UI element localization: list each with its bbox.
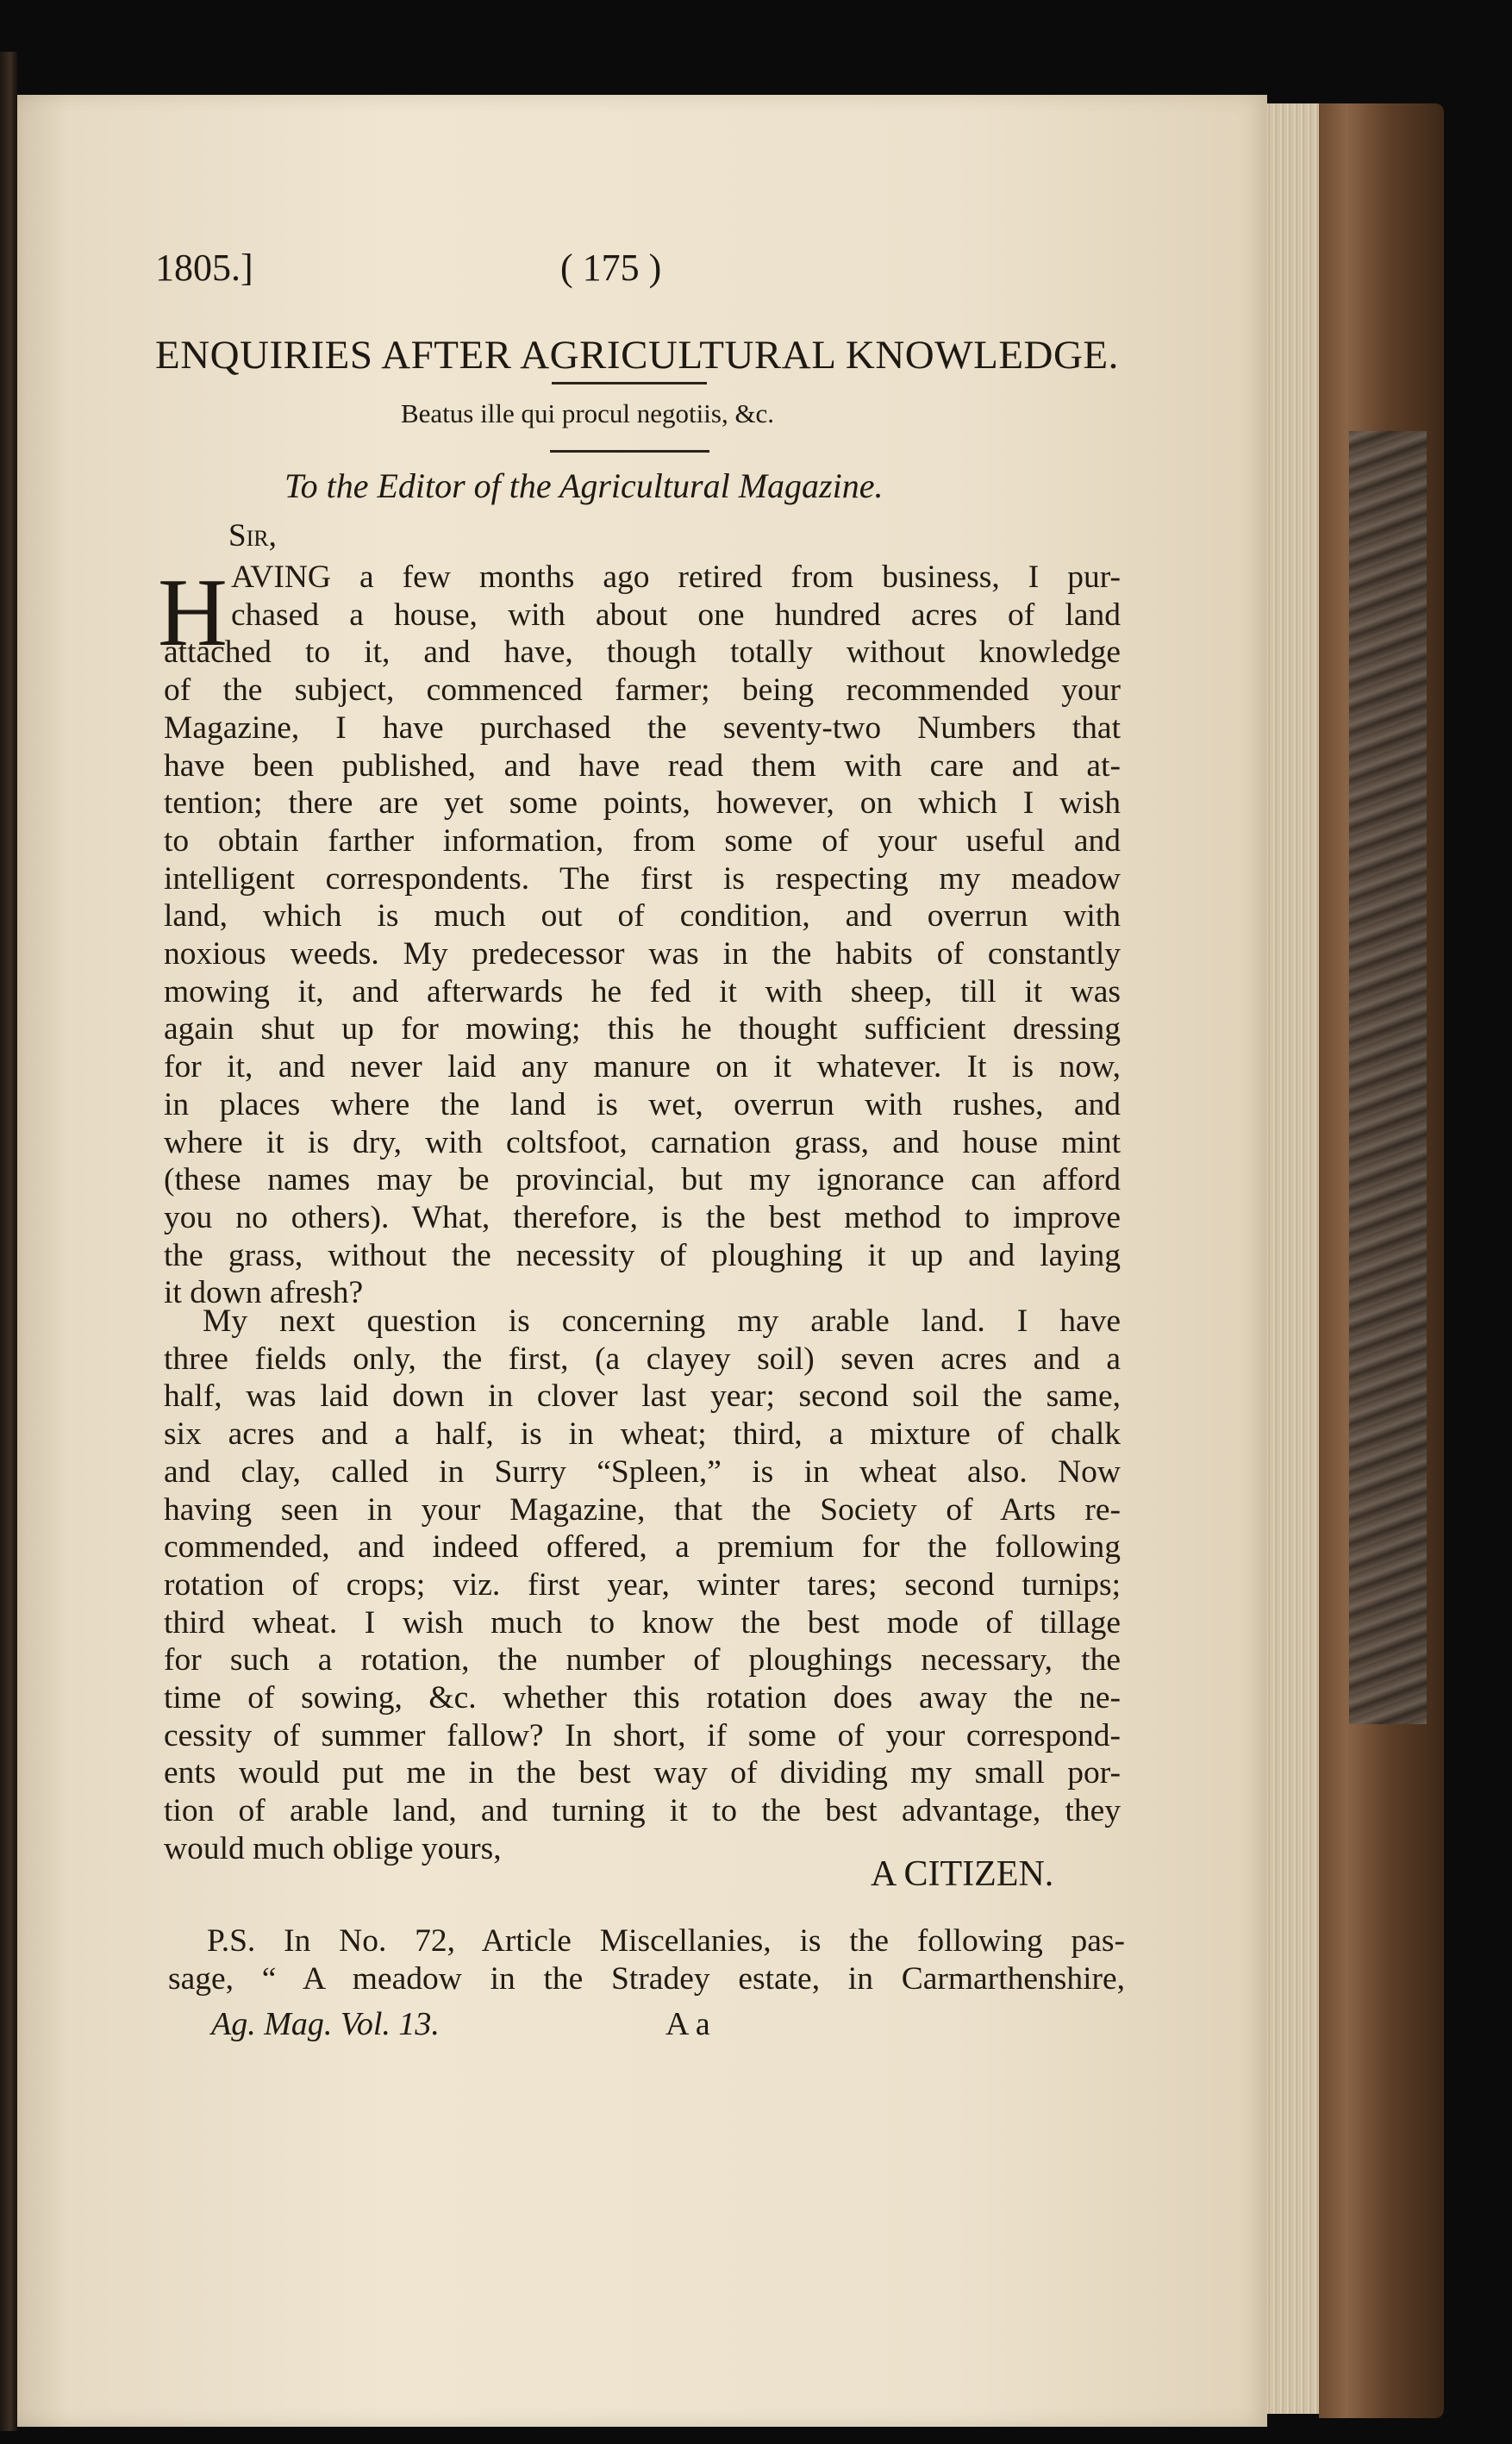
title-divider: [552, 382, 707, 384]
text-line: chased a house, with about one hundred acres of land: [231, 597, 1121, 633]
text-line: to obtain farther information, from some of your useful and: [164, 822, 1121, 859]
postscript: [168, 1922, 1125, 1998]
motto-divider: [550, 450, 709, 453]
text-line: tention; there are yet some points, however, on which I wish: [164, 785, 1121, 822]
text-line: P.S. In No. 72, Article Miscellanies, is the following pas-: [207, 1923, 1125, 1959]
text-line: attached to it, and have, though totally without knowledge: [164, 634, 1121, 671]
text-line: you no others). What, therefore, is the best method to improve: [164, 1199, 1121, 1235]
text-line: Magazine, I have purchased the seventy-two Numbers that: [164, 709, 1121, 746]
text-line: of the subject, commenced farmer; being recommended your: [164, 672, 1121, 709]
text-line: where it is dry, with coltsfoot, carnation grass, and house mint: [164, 1124, 1121, 1160]
paragraph-meadow: [164, 559, 1121, 1312]
text-line: for such a rotation, the number of ploughings necessary, the: [164, 1642, 1121, 1678]
facing-page-edge: [0, 52, 17, 2431]
text-line: sage, “ A meadow in the Stradey estate, in Carmarthenshire,: [168, 1961, 1125, 1997]
text-line: cessity of summer fallow? In short, if some of your correspond-: [164, 1717, 1121, 1753]
text-line: mowing it, and afterwards he fed it with sheep, till it was: [164, 973, 1121, 1009]
text-line: rotation of crops; viz. first year, winter tares; second turnips;: [164, 1566, 1121, 1603]
text-line: noxious weeds. My predecessor was in the habits of constantly: [164, 936, 1121, 972]
text-line: intelligent correspondents. The first is respecting my meadow: [164, 860, 1121, 897]
text-line: six acres and a half, is in wheat; third, a mixture of chalk: [164, 1416, 1121, 1453]
text-line: in places where the land is wet, overrun with rushes, and: [164, 1086, 1121, 1122]
text-line: and clay, called in Surry “Spleen,” is in wheat also. Now: [164, 1453, 1121, 1490]
magazine-reference: Ag. Mag. Vol. 13.: [211, 2006, 440, 2042]
text-line: time of sowing, &c. whether this rotation does away the ne-: [164, 1680, 1121, 1716]
text-line: for it, and never laid any manure on it whatever. It is now,: [164, 1049, 1121, 1085]
text-line: My next question is concerning my arable land. I have: [203, 1303, 1121, 1339]
text-line: AVING a few months ago retired from business, I pur-: [231, 559, 1121, 595]
signature-mark: A a: [665, 2006, 710, 2042]
text-line: have been published, and have read them with care and at-: [164, 747, 1121, 784]
salutation: Sir,: [228, 518, 277, 553]
addressee-line: To the Editor of the Agricultural Magazine.: [284, 466, 884, 505]
text-line: land, which is much out of condition, and overrun with: [164, 898, 1121, 934]
article-title: ENQUIRIES AFTER AGRICULTURAL KNOWLEDGE.: [155, 333, 1119, 378]
text-line: commended, and indeed offered, a premium for the following: [164, 1529, 1121, 1566]
text-line: ents would put me in the best way of dividing my small por-: [164, 1755, 1121, 1791]
drop-cap: H: [158, 559, 228, 666]
text-line: the grass, without the necessity of ploughing it up and laying: [164, 1237, 1121, 1273]
text-line: tion of arable land, and turning it to the best advantage, they: [164, 1793, 1121, 1829]
latin-motto: Beatus ille qui procul negotiis, &c.: [401, 398, 775, 428]
text-line: three fields only, the first, (a clayey soil) seven acres and a: [164, 1341, 1121, 1377]
running-head-year: 1805.]: [155, 247, 253, 289]
running-head: [155, 246, 1112, 297]
page-number: ( 175 ): [560, 247, 662, 289]
text-line: half, was laid down in clover last year; second soil the same,: [164, 1378, 1121, 1415]
signature: A CITIZEN.: [871, 1854, 1054, 1894]
text-line: having seen in your Magazine, that the Society of Arts re-: [164, 1491, 1121, 1528]
text-line: (these names may be provincial, but my ignorance can afford: [164, 1162, 1121, 1198]
text-line: again shut up for mowing; this he thought sufficient dressing: [164, 1011, 1121, 1047]
page-footer: [211, 2005, 815, 2043]
marbled-board: [1349, 431, 1427, 1724]
paragraph-arable: [164, 1303, 1121, 1868]
text-line: would much oblige yours,: [164, 1830, 502, 1866]
text-line: third wheat. I wish much to know the best mode of tillage: [164, 1604, 1121, 1641]
text-line: it down afresh?: [164, 1275, 364, 1311]
